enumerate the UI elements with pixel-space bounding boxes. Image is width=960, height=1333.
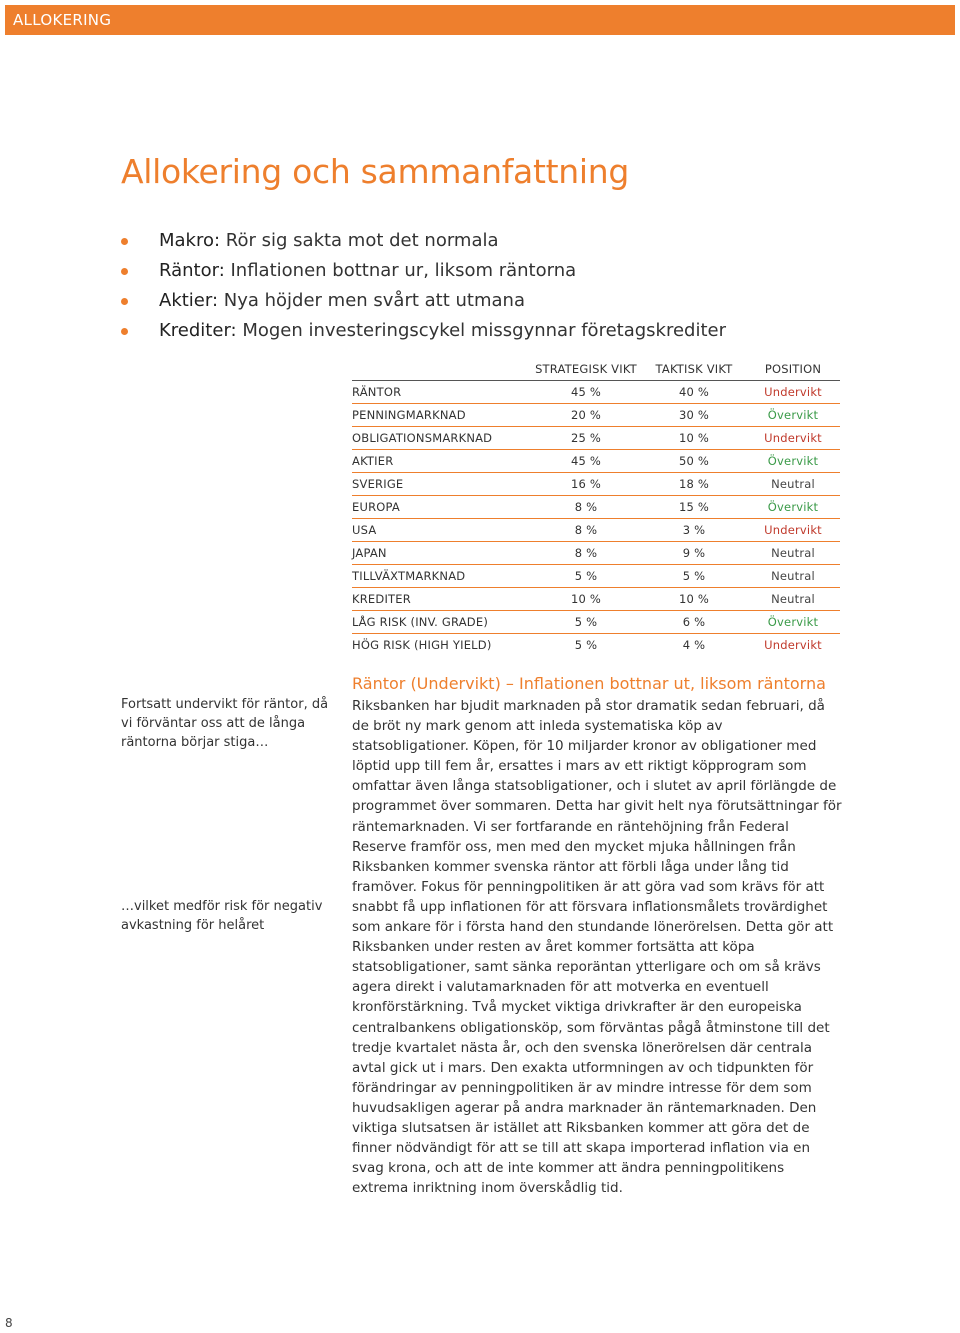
strategic-weight: 5 % xyxy=(530,565,642,588)
summary-bullet-macro xyxy=(121,226,726,256)
header-tactical-weight: TAKTISK VIKT xyxy=(642,358,746,381)
bullet-text: Inflationen bottnar ur, liksom räntorna xyxy=(224,260,577,281)
position-value: Övervikt xyxy=(746,496,840,519)
table-row xyxy=(352,473,840,496)
tactical-weight: 4 % xyxy=(682,638,706,652)
position-value: Neutral xyxy=(746,565,840,588)
summary-bullet-list xyxy=(121,226,726,346)
bullet-text: Mogen investeringscykel missgynnar företagskrediter xyxy=(236,320,726,341)
tactical-weight: 30 % xyxy=(642,404,746,427)
tactical-weight: 9 % xyxy=(642,542,746,565)
position-value: Undervikt xyxy=(746,381,840,404)
tactical-weight: 40 % xyxy=(642,381,746,404)
side-note-risk: …vilket medför risk för negativ avkastning för helåret xyxy=(121,899,323,933)
strategic-weight: 20 % xyxy=(530,404,642,427)
article-body: Riksbanken har bjudit marknaden på stor dramatik sedan februari, då de bröt ny mark genom att inleda systematiska köp av statsobligationer. Köpen, för 10 miljarder kronor av obligationer med löptid upp till fem år, ersattes i mars av ett riktigt köpprogram som omfattar även långa statsobligationer, och i slutet av april förlängde de programmet över sommaren. Detta har givit helt nya förutsättningar för räntemarknaden. Vi ser fortfarande en räntehöjning från Federal Reserve framför oss, men med den mycket mjuka hållningen från Riksbanken kommer svenska räntor att förbli låga under lång tid framöver. Fokus för penningpolitiken är att göra vad som krävs för att snabbt få upp inflationen för att försvara inflationsmålets trovärdighet som ankare för i första hand den stundande lönerörelsen. Detta gör att Riksbanken under resten av året kommer fortsätta att köpa statsobligationer, samt sänka reporäntan ytterligare och om så krävs agera direkt i valutamarknaden för att motverka en eventuell kronförstärkning. Två mycket viktiga drivkrafter är den europeiska centralbankens obligationsköp, som förväntas pågå åtminstone till det tredje kvartalet nästa år, och den svenska lönerörelsen där centrala avtal gick ut i mars. Den exakta utformningen av och tidpunkten för förändringar av penningpolitiken är av mindre intresse för dem som huvudsakligen agerar på andra marknader än räntemarknaden. Den viktiga slutsatsen är istället att Riksbanken kommer att göra det de finner nödvändigt för att se till att skapa importerad inflation via en svag krona, och att de inte kommer att ändra penningpolitikens extrema inriktning inom överskådlig tid. xyxy=(352,698,842,1197)
strategic-weight: 25 % xyxy=(530,427,642,450)
tactical-weight: 5 % xyxy=(642,565,746,588)
row-label: KREDITER xyxy=(352,588,530,611)
strategic-weight: 10 % xyxy=(530,588,642,611)
position-value: Övervikt xyxy=(746,404,840,427)
strategic-weight: 8 % xyxy=(530,519,642,542)
table-row xyxy=(352,565,840,588)
tactical-weight: 18 % xyxy=(642,473,746,496)
header-strategic-weight: STRATEGISK VIKT xyxy=(530,358,642,381)
bullet-key: Aktier: xyxy=(159,290,219,311)
bullet-key: Krediter: xyxy=(159,320,237,341)
row-label: AKTIER xyxy=(352,450,530,473)
strategic-weight: 45 % xyxy=(530,381,642,404)
page-title: Allokering och sammanfattning xyxy=(121,152,629,191)
row-label: HÖG RISK (HIGH YIELD) xyxy=(352,638,492,652)
article-heading: Räntor (Undervikt) – Inflationen bottnar ut, liksom räntorna xyxy=(352,674,826,693)
table-row xyxy=(352,427,840,450)
row-label: OBLIGATIONSMARKNAD xyxy=(352,427,530,450)
section-label: ALLOKERING xyxy=(13,11,112,29)
side-note-rates: Fortsatt undervikt för räntor, då vi förväntar oss att de långa räntorna börjar stiga… xyxy=(121,697,329,750)
section-banner xyxy=(5,5,955,35)
position-value: Neutral xyxy=(746,542,840,565)
table-row xyxy=(352,381,840,404)
summary-bullet-rates xyxy=(121,256,726,286)
bullet-dot-icon xyxy=(121,328,128,335)
bullet-dot-icon xyxy=(121,298,128,305)
strategic-weight: 5 % xyxy=(574,638,598,652)
tactical-weight: 3 % xyxy=(642,519,746,542)
row-label: SVERIGE xyxy=(352,473,530,496)
table-row xyxy=(352,588,840,611)
position-value: Neutral xyxy=(746,588,840,611)
row-label: TILLVÄXTMARKNAD xyxy=(352,565,530,588)
header-position: POSITION xyxy=(746,358,840,381)
bullet-key: Makro: xyxy=(159,230,221,251)
tactical-weight: 10 % xyxy=(642,427,746,450)
allocation-table xyxy=(352,358,840,656)
row-label: LÅG RISK (INV. GRADE) xyxy=(352,611,530,634)
strategic-weight: 16 % xyxy=(530,473,642,496)
table-row xyxy=(352,450,840,473)
tactical-weight: 15 % xyxy=(642,496,746,519)
table-row xyxy=(352,519,840,542)
page-number: 8 xyxy=(5,1316,13,1330)
position-value: Undervikt xyxy=(764,638,822,652)
position-value: Övervikt xyxy=(746,611,840,634)
table-row xyxy=(352,634,840,657)
strategic-weight: 8 % xyxy=(530,542,642,565)
tactical-weight: 50 % xyxy=(642,450,746,473)
row-label: RÄNTOR xyxy=(352,381,530,404)
position-value: Undervikt xyxy=(746,427,840,450)
tactical-weight: 10 % xyxy=(642,588,746,611)
bullet-text: Rör sig sakta mot det normala xyxy=(220,230,499,251)
row-label: USA xyxy=(352,519,530,542)
allocation-table-body xyxy=(352,381,840,657)
bullet-text: Nya höjder men svårt att utmana xyxy=(218,290,525,311)
strategic-weight: 5 % xyxy=(530,611,642,634)
bullet-key: Räntor: xyxy=(159,260,225,281)
summary-bullet-equities xyxy=(121,286,726,316)
table-row xyxy=(352,404,840,427)
header-asset-class xyxy=(352,358,530,381)
table-row xyxy=(352,496,840,519)
position-value: Neutral xyxy=(746,473,840,496)
tactical-weight: 6 % xyxy=(642,611,746,634)
allocation-table-header xyxy=(352,358,840,381)
row-label: EUROPA xyxy=(352,496,530,519)
position-value: Undervikt xyxy=(746,519,840,542)
table-row xyxy=(352,611,840,634)
summary-bullet-credits xyxy=(121,316,726,346)
strategic-weight: 8 % xyxy=(530,496,642,519)
strategic-weight: 45 % xyxy=(530,450,642,473)
table-row xyxy=(352,542,840,565)
bullet-dot-icon xyxy=(121,238,128,245)
row-label: PENNINGMARKNAD xyxy=(352,404,530,427)
bullet-dot-icon xyxy=(121,268,128,275)
position-value: Övervikt xyxy=(746,450,840,473)
row-label: JAPAN xyxy=(352,542,530,565)
